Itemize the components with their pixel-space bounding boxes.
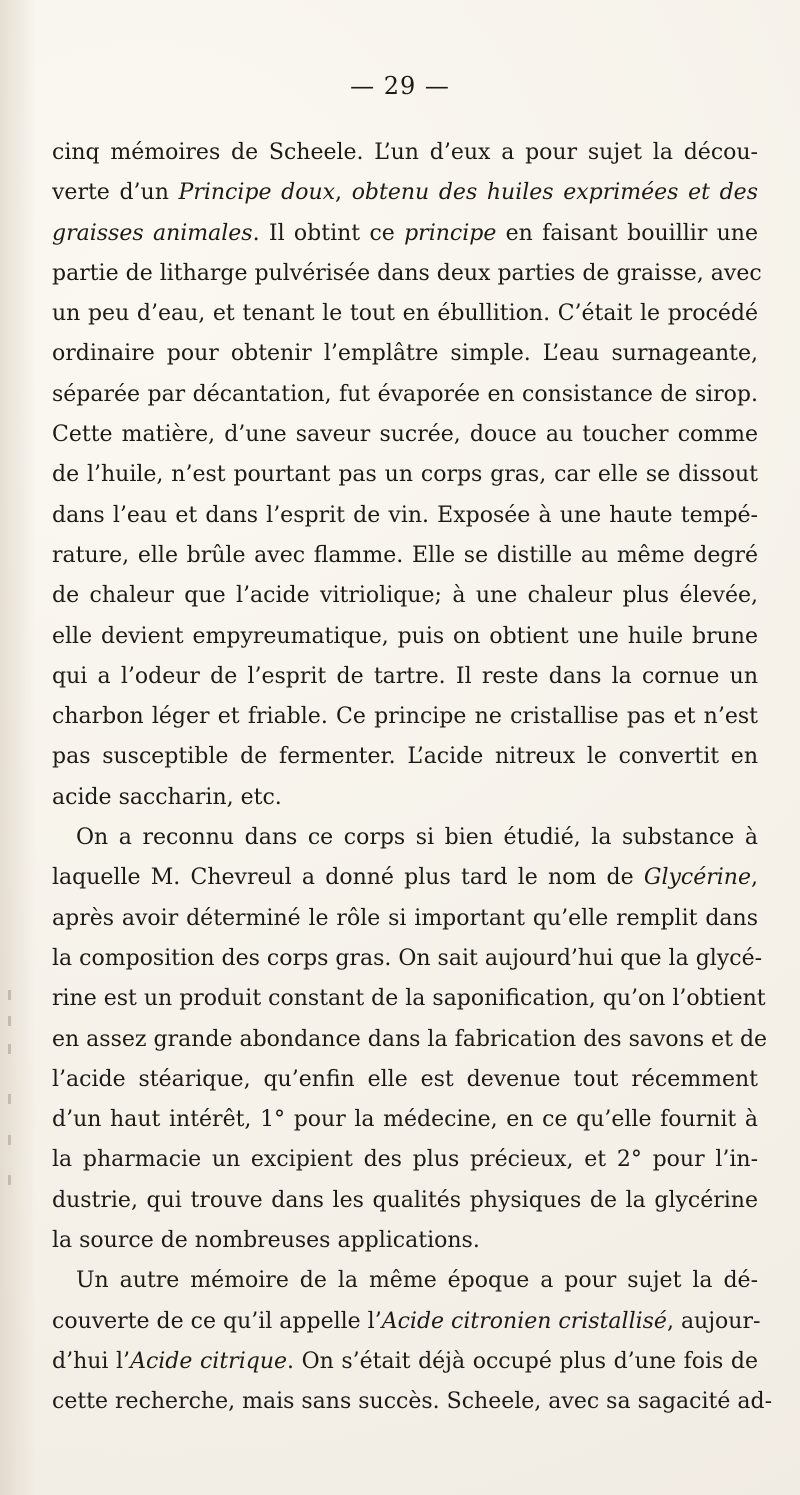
margin-mark	[8, 1175, 11, 1185]
text-line-18: On a reconnu dans ce corps si bien étudié, la substance à	[76, 825, 758, 851]
text-line-31: d’hui l’Acide citrique. On s’était déjà occupé plus d’une fois de	[52, 1348, 758, 1374]
margin-marks	[8, 990, 28, 1490]
text-line-10: dans l’eau et dans l’esprit de vin. Exposée à une haute tempé-	[52, 502, 758, 528]
text-line-15: charbon léger et friable. Ce principe ne cristallise pas et n’est	[52, 704, 758, 730]
text-line-22: rine est un produit constant de la saponification, qu’on l’obtient	[52, 986, 766, 1012]
text-line-1: cinq mémoires de Scheele. L’un d’eux a pour sujet la décou-	[52, 140, 758, 165]
text-line-14: qui a l’odeur de l’esprit de tartre. Il reste dans la cornue un	[52, 663, 758, 689]
text-line-3: graisses animales. Il obtint ce principe en faisant bouillir une	[52, 220, 758, 246]
text-line-20: après avoir déterminé le rôle si important qu’elle remplit dans	[52, 905, 758, 931]
text-line-8: Cette matière, d’une saveur sucrée, douce au toucher comme	[52, 422, 758, 448]
text-line-21: la composition des corps gras. On sait aujourd’hui que la glycé-	[52, 945, 763, 971]
margin-mark	[8, 1135, 11, 1145]
margin-mark	[8, 1044, 11, 1054]
text-line-7: séparée par décantation, fut évaporée en consistance de sirop.	[52, 381, 758, 407]
text-line-13: elle devient empyreumatique, puis on obtient une huile brune	[52, 623, 758, 649]
text-line-27: dustrie, qui trouve dans les qualités physiques de la glycérine	[52, 1187, 758, 1213]
text-line-28: la source de nombreuses applications.	[52, 1228, 480, 1254]
text-line-4: partie de litharge pulvérisée dans deux parties de graisse, avec	[52, 260, 762, 286]
margin-mark	[8, 1016, 11, 1026]
page-number: — 29 —	[350, 72, 450, 100]
text-line-9: de l’huile, n’est pourtant pas un corps gras, car elle se dissout	[52, 462, 758, 488]
text-line-2: verte d’un Principe doux, obtenu des huiles exprimées et des	[52, 180, 758, 206]
text-line-19: laquelle M. Chevreul a donné plus tard le nom de Glycérine,	[52, 865, 758, 891]
margin-mark	[8, 990, 11, 1000]
text-line-12: de chaleur que l’acide vitriolique; à une chaleur plus élevée,	[52, 583, 758, 609]
text-line-5: un peu d’eau, et tenant le tout en ébullition. C’était le procédé	[52, 301, 758, 327]
text-line-30: couverte de ce qu’il appelle l’Acide citronien cristallisé, aujour-	[52, 1308, 761, 1334]
text-line-24: l’acide stéarique, qu’enfin elle est devenue tout récemment	[52, 1066, 758, 1092]
text-line-26: la pharmacie un excipient des plus précieux, et 2° pour l’in-	[52, 1147, 758, 1173]
text-line-17: acide saccharin, etc.	[52, 784, 282, 810]
text-line-32: cette recherche, mais sans succès. Scheele, avec sa sagacité ad-	[52, 1389, 773, 1415]
text-line-16: pas susceptible de fermenter. L’acide nitreux le convertit en	[52, 744, 758, 770]
text-line-25: d’un haut intérêt, 1° pour la médecine, en ce qu’elle fournit à	[52, 1107, 758, 1133]
text-line-6: ordinaire pour obtenir l’emplâtre simple. L’eau surnageante,	[52, 341, 758, 367]
text-line-23: en assez grande abondance dans la fabrication des savons et de	[52, 1026, 768, 1052]
text-line-29: Un autre mémoire de la même époque a pour sujet la dé-	[76, 1268, 758, 1294]
margin-mark	[8, 1094, 11, 1104]
text-line-11: rature, elle brûle avec flamme. Elle se distille au même degré	[52, 542, 758, 568]
body-text	[52, 133, 773, 1423]
